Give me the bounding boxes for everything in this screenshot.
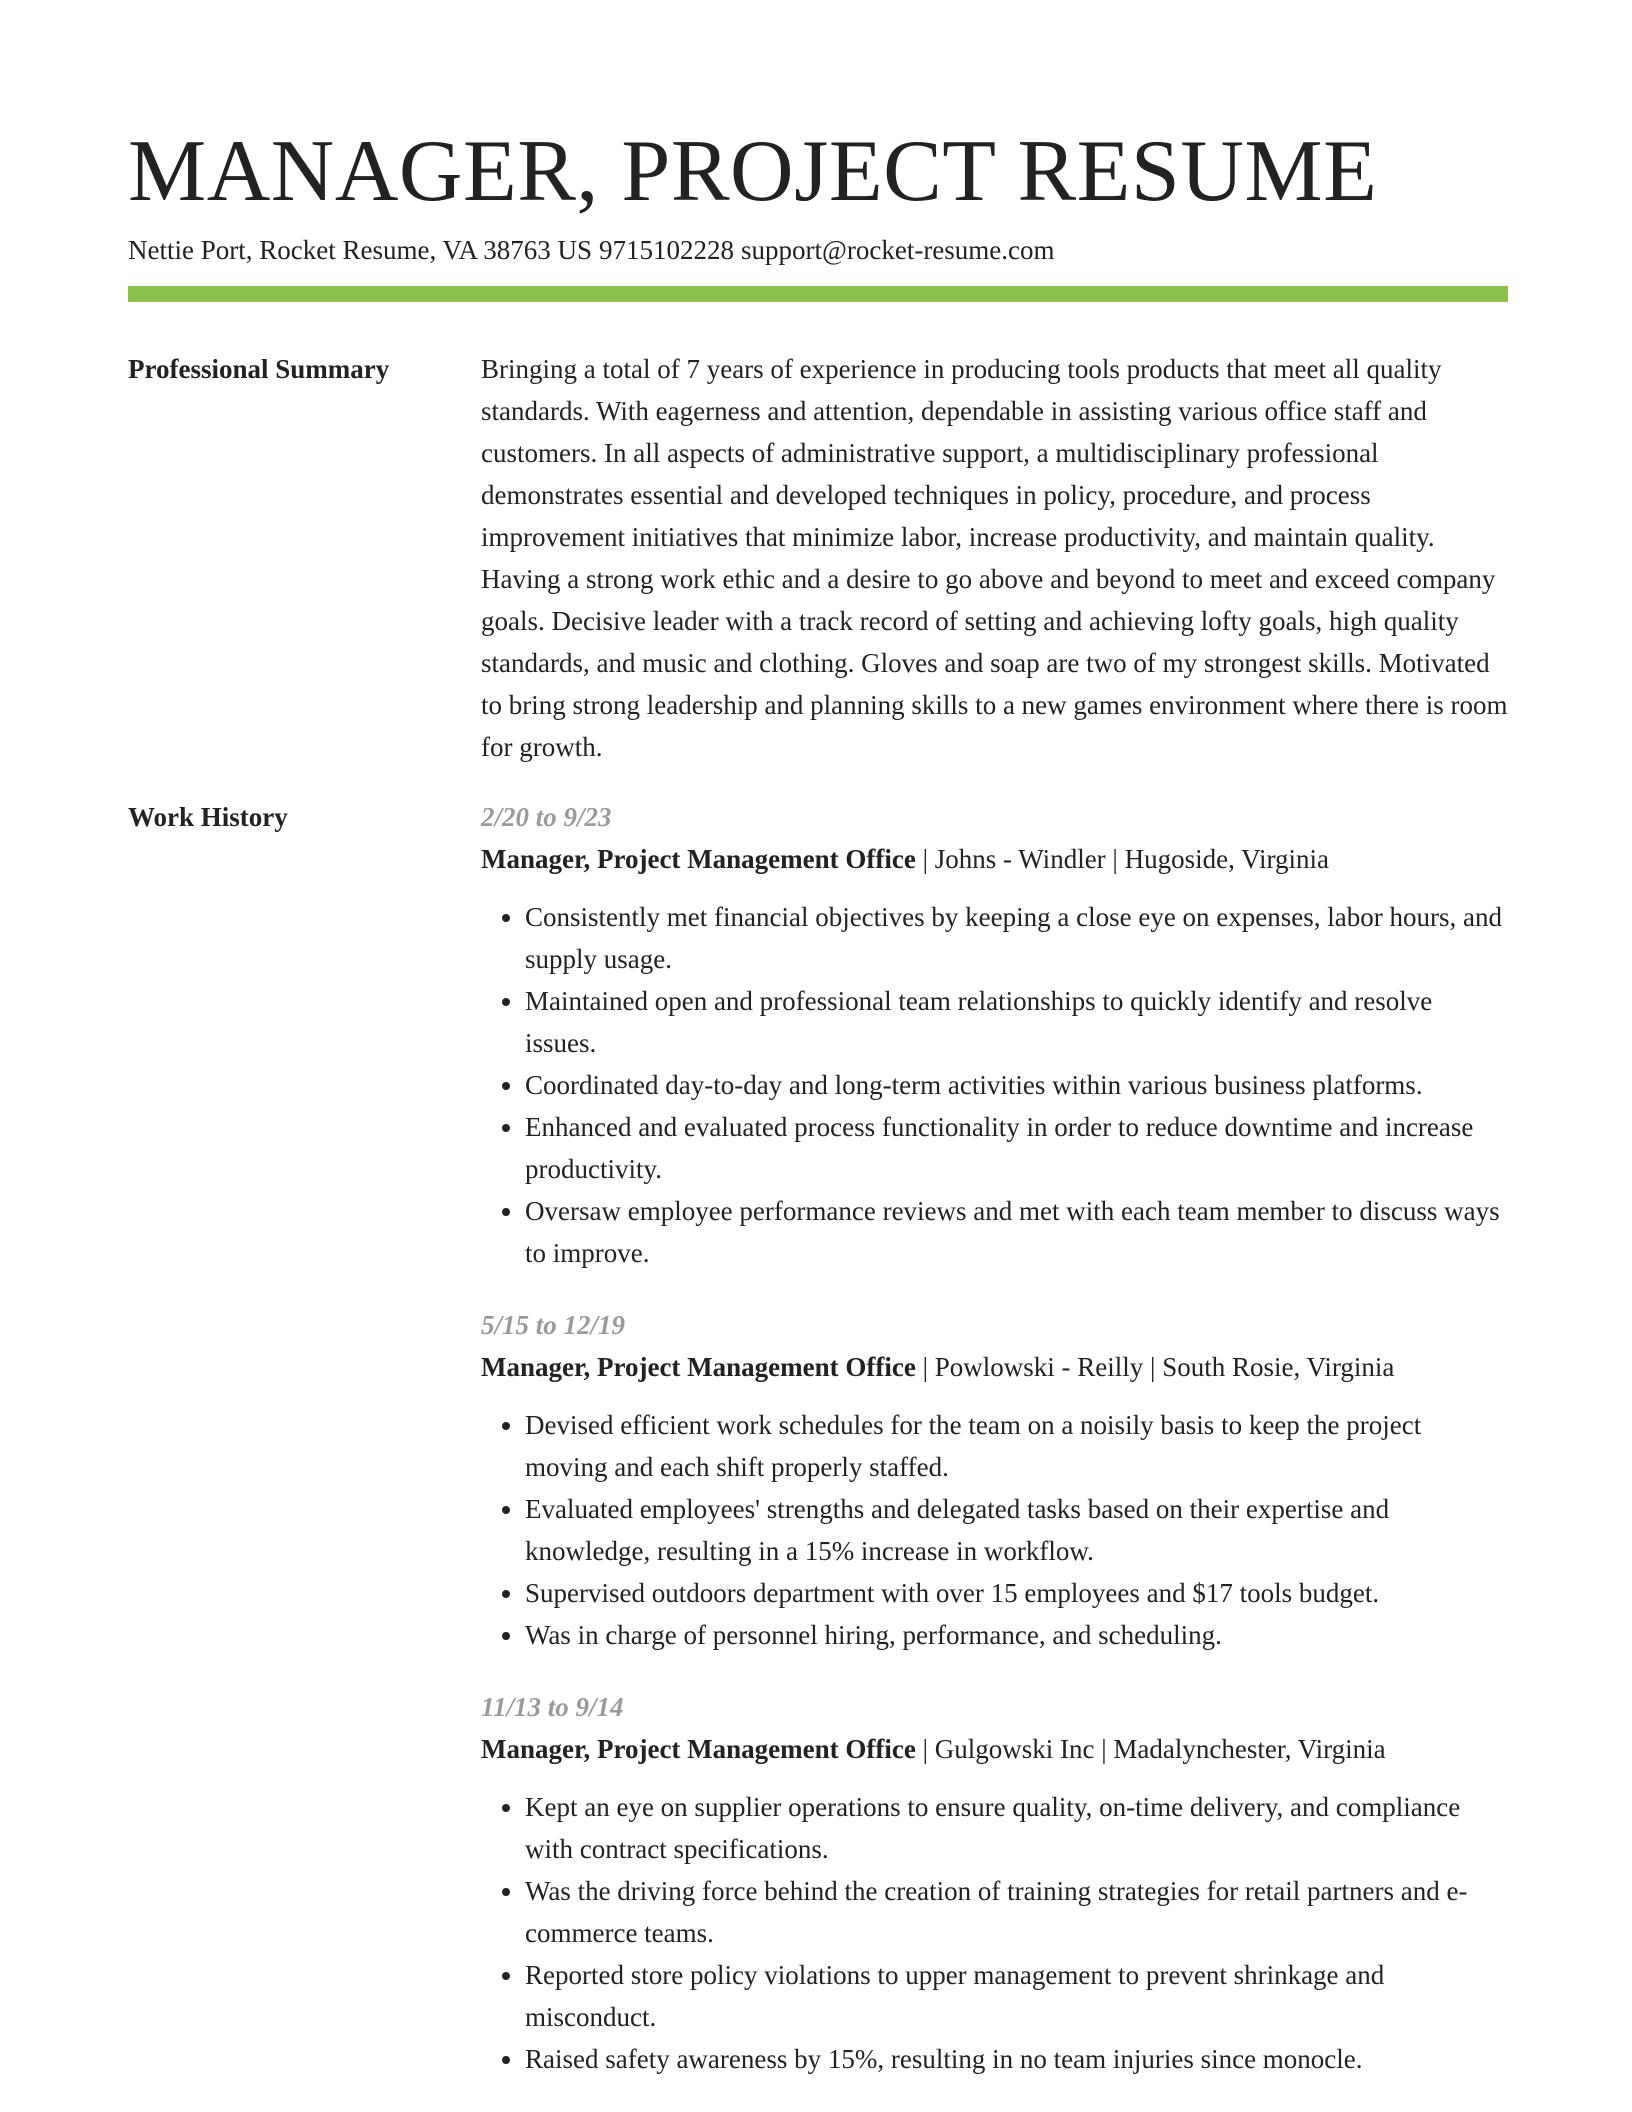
job-bullet-list — [481, 1404, 1508, 1656]
work-history-section-label: Work History — [128, 802, 288, 832]
job-bullet: • Reported store policy violations to upper management to prevent shrinkage and misconduct. — [525, 1954, 1508, 2038]
job-bullet: • Evaluated employees' strengths and delegated tasks based on their expertise and knowledge, resulting in a 15% increase in workflow. — [525, 1488, 1508, 1572]
job-dates: 5/15 to 12/19 — [481, 1310, 626, 1340]
job-company: Johns - Windler — [934, 844, 1106, 874]
summary-section-label: Professional Summary — [128, 354, 390, 384]
job-bullet: • Maintained open and professional team relationships to quickly identify and resolve issues. — [525, 980, 1508, 1064]
job-entry — [481, 1304, 1508, 1656]
contact-email: support@rocket-resume.com — [741, 235, 1055, 265]
job-bullet: • Was in charge of personnel hiring, performance, and scheduling. — [525, 1614, 1508, 1656]
job-bullet: • Oversaw employee performance reviews and met with each team member to discuss ways to improve. — [525, 1190, 1508, 1274]
job-bullet: • Coordinated day-to-day and long-term activities within various business platforms. — [525, 1064, 1508, 1106]
job-location: Hugoside, Virginia — [1124, 844, 1329, 874]
job-bullet-list — [481, 1786, 1508, 2080]
job-bullet: • Raised safety awareness by 15%, resulting in no team injuries since monocle. — [525, 2038, 1508, 2080]
job-bullet: • Kept an eye on supplier operations to ensure quality, on-time delivery, and compliance with contract specifications. — [525, 1786, 1508, 1870]
contact-phone: 9715102228 — [599, 235, 734, 265]
summary-text: Bringing a total of 7 years of experience in producing tools products that meet all quality standards. With eagerness and attention, dependable in assisting various office staff and customers. In all aspects of administrative support, a multidisciplinary professional demonstrates essential and developed techniques in policy, procedure, and process improvement initiatives that minimize labor, increase productivity, and maintain quality. Having a strong work ethic and a desire to go above and beyond to meet and exceed company goals. Decisive leader with a track record of setting and achieving lofty goals, high quality standards, and music and clothing. Gloves and soap are two of my strongest skills. Motivated to bring strong leadership and planning skills to a new games environment where there is room for growth. — [481, 354, 1508, 762]
job-heading: Manager, Project Management Office | Johns - Windler | Hugoside, Virginia — [481, 844, 1329, 874]
job-location: Madalynchester, Virginia — [1113, 1734, 1386, 1764]
job-dates: 11/13 to 9/14 — [481, 1692, 624, 1722]
job-bullet: • Devised efficient work schedules for the team on a noisily basis to keep the project moving and each shift properly staffed. — [525, 1404, 1508, 1488]
job-company: Powlowski - Reilly — [934, 1352, 1144, 1382]
job-title: Manager, Project Management Office — [481, 1734, 916, 1764]
header-accent-rule — [128, 286, 1508, 302]
job-title: Manager, Project Management Office — [481, 1352, 916, 1382]
job-bullet: • Was the driving force behind the creation of training strategies for retail partners and e-commerce teams. — [525, 1870, 1508, 1954]
job-bullet: • Enhanced and evaluated process functionality in order to reduce downtime and increase productivity. — [525, 1106, 1508, 1190]
job-title: Manager, Project Management Office — [481, 844, 916, 874]
contact-line — [128, 232, 1055, 268]
job-bullet: • Consistently met financial objectives by keeping a close eye on expenses, labor hours, and supply usage. — [525, 896, 1508, 980]
job-heading: Manager, Project Management Office | Powlowski - Reilly | South Rosie, Virginia — [481, 1352, 1395, 1382]
job-bullet-list — [481, 896, 1508, 1274]
job-bullet: • Supervised outdoors department with over 15 employees and $17 tools budget. — [525, 1572, 1508, 1614]
job-dates: 2/20 to 9/23 — [481, 802, 612, 832]
job-entry — [481, 1686, 1508, 2080]
job-heading: Manager, Project Management Office | Gulgowski Inc | Madalynchester, Virginia — [481, 1734, 1386, 1764]
job-location: South Rosie, Virginia — [1162, 1352, 1395, 1382]
contact-address: Nettie Port, Rocket Resume, VA 38763 US — [128, 235, 592, 265]
resume-title: MANAGER, PROJECT RESUME — [128, 123, 1378, 220]
summary-section — [481, 348, 1508, 768]
job-company: Gulgowski Inc — [934, 1734, 1095, 1764]
job-entry — [481, 796, 1508, 1274]
work-history-section — [481, 796, 1508, 2110]
